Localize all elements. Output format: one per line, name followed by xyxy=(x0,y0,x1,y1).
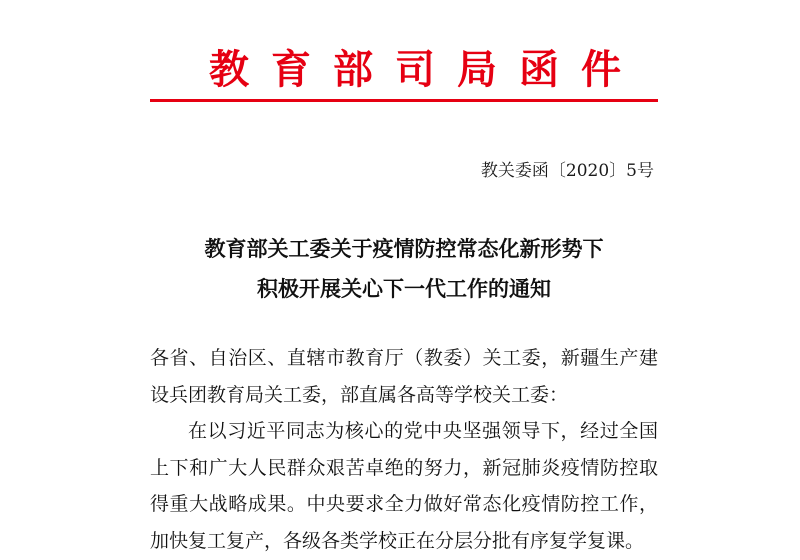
body-paragraph-1: 在以习近平同志为核心的党中央坚强领导下，经过全国上下和广大人民群众艰苦卓绝的努力，新冠肺炎疫情防控取得重大战略成果。中央要求全力做好常态化疫情防控工作，加快复工复产，各级各类学校正在分层分批有序复学复课。 xyxy=(150,420,658,552)
title-line-2: 积极开展关心下一代工作的通知 xyxy=(257,276,551,301)
document-body xyxy=(150,340,658,559)
masthead-title: 教育部司局函件 xyxy=(209,46,643,93)
red-header-rule xyxy=(150,99,658,102)
document-title xyxy=(150,229,658,309)
addressees-paragraph: 各省、自治区、直辖市教育厅（教委）关工委，新疆生产建设兵团教育局关工委，部直属各高等学校关工委： xyxy=(150,347,658,406)
title-line-1: 教育部关工委关于疫情防控常态化新形势下 xyxy=(204,236,604,261)
document-number: 教关委函〔2020〕5号 xyxy=(480,161,654,181)
